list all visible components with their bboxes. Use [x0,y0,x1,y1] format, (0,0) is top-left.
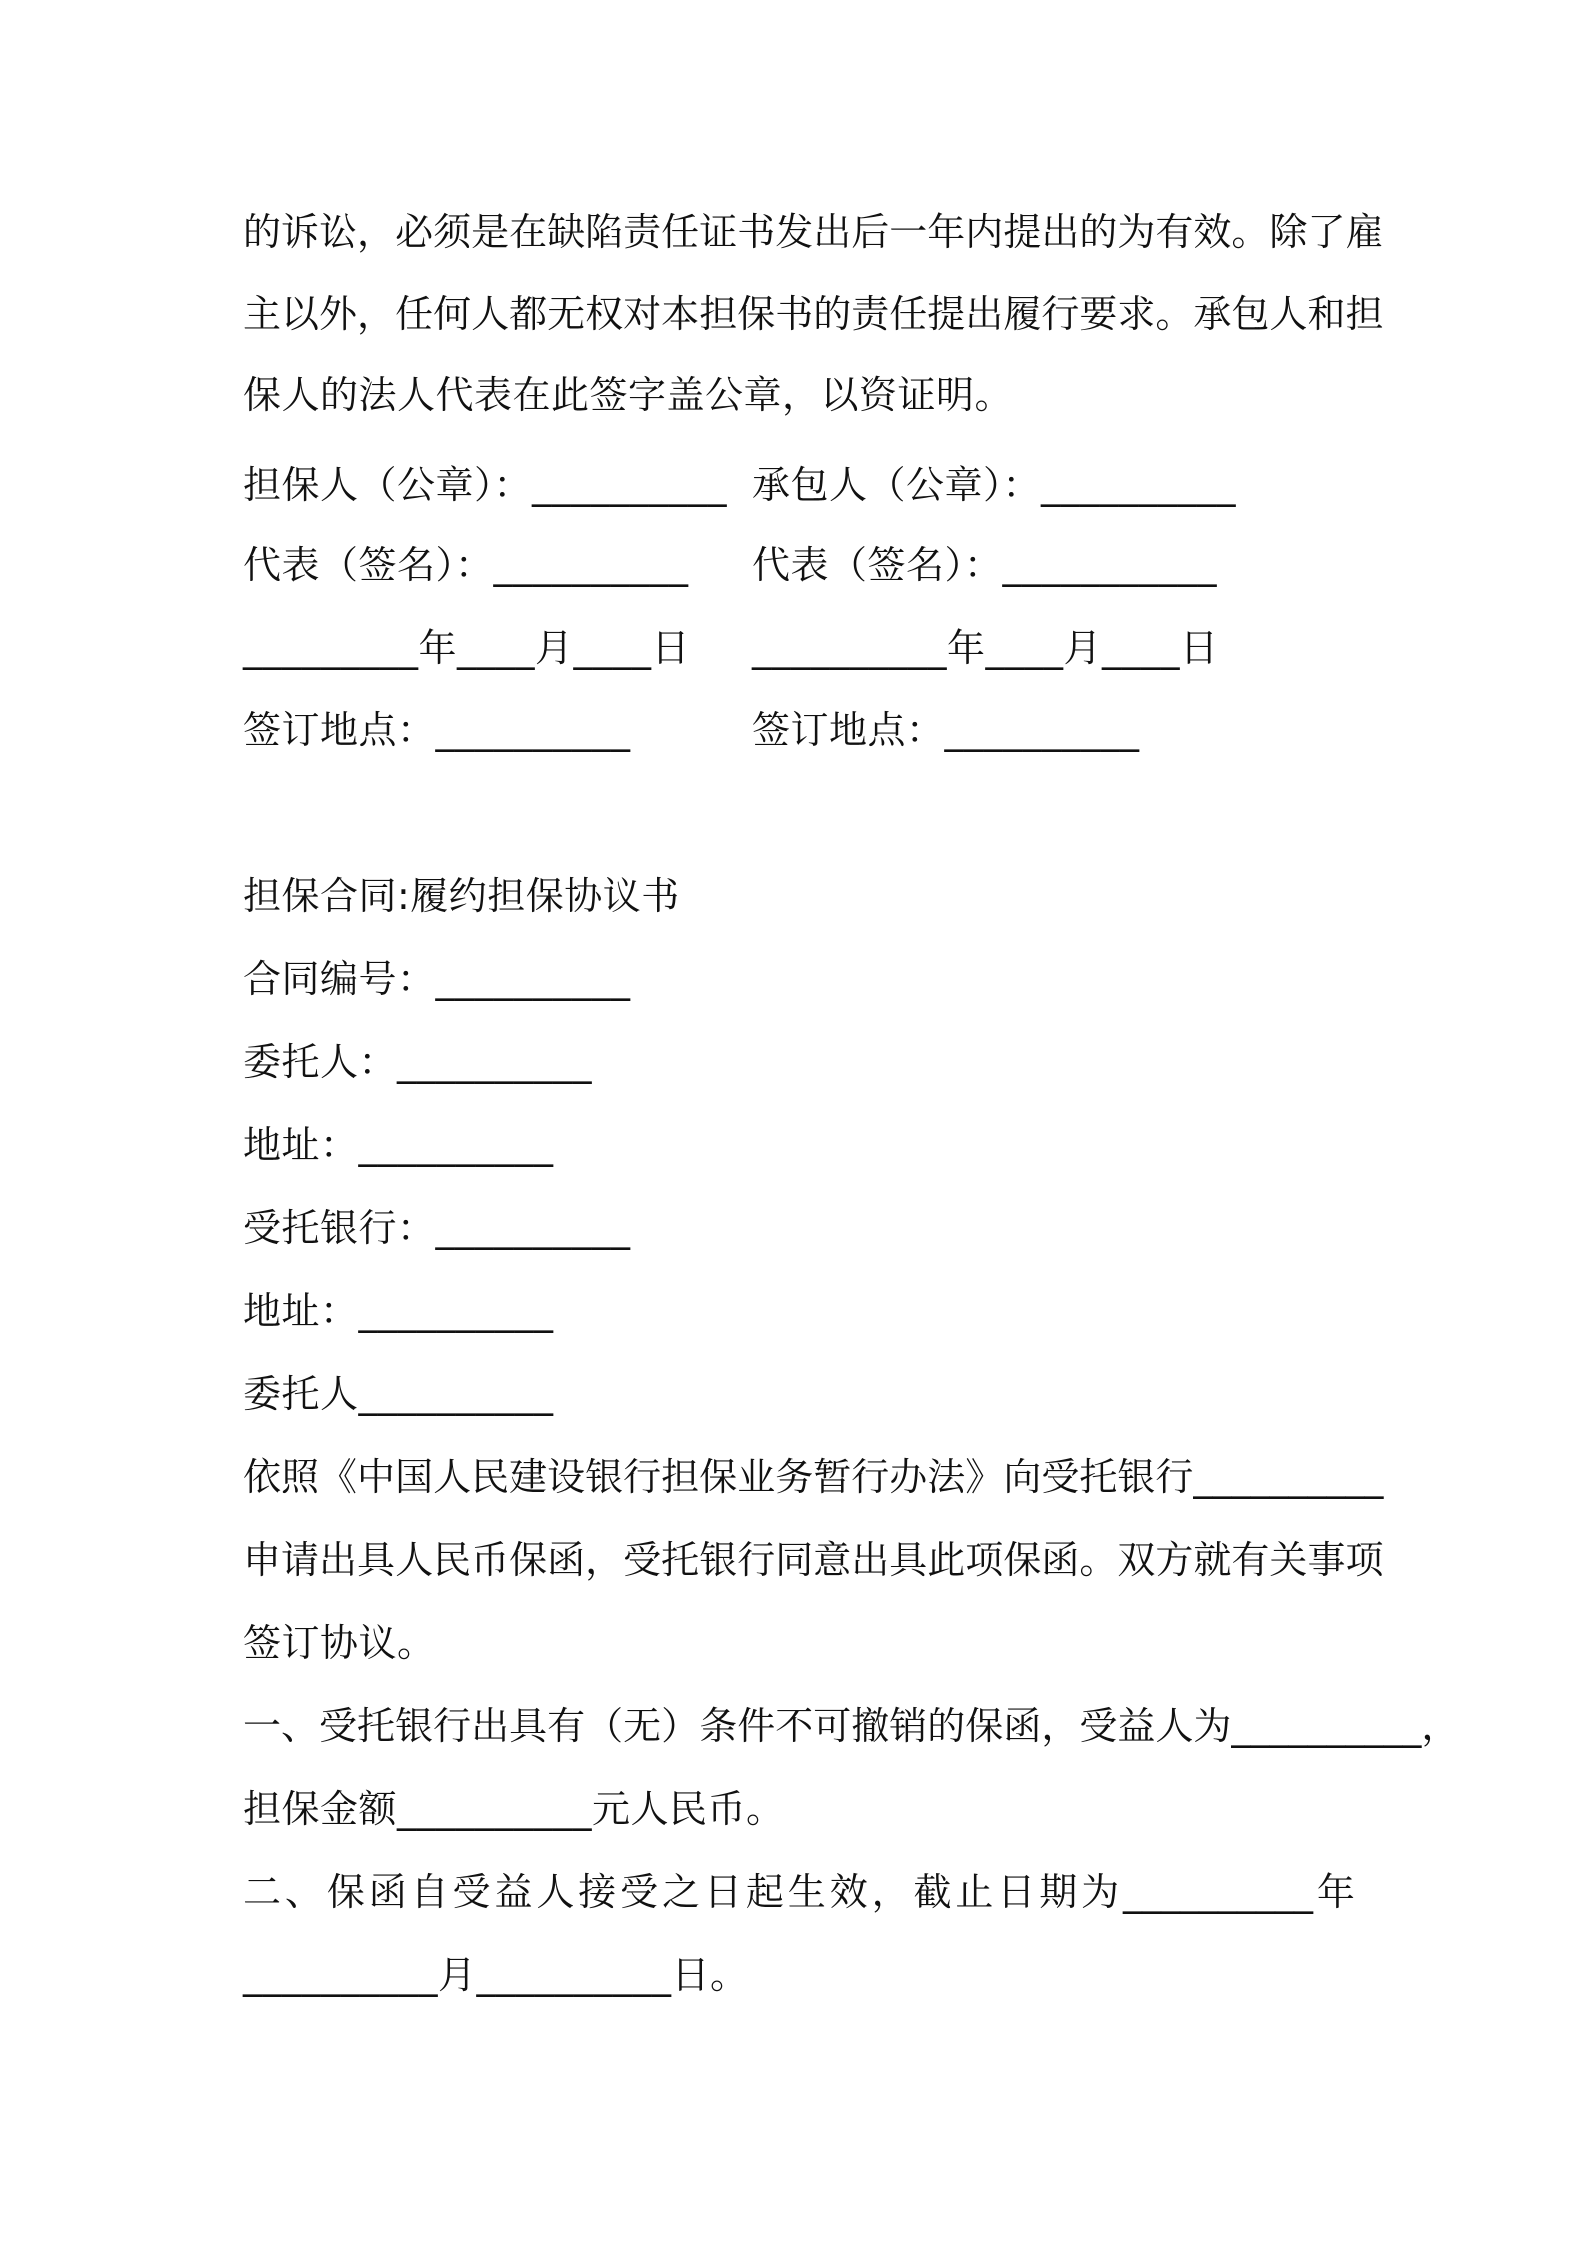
guarantor-sign-place-field: 签订地点：__________ [243,708,631,752]
clause-two-line-2: __________月__________日。 [243,1953,749,1997]
principal-field: 委托人：__________ [243,1040,593,1084]
clause-two-line-1: 二 、 保 函 自 受 益 人 接 受 之 日 起 生 效 ， 截 止 日 期 为 __________ 年 [243,1870,1355,1914]
guarantor-date-field: _________年____月____日 [243,626,691,670]
contractor-sign-place-field: 签订地点：__________ [752,708,1140,752]
agreement-title: 担保合同:履约担保协议书 [243,874,680,918]
contractor-seal-field: 承包人（公章）：__________ [752,463,1237,507]
intro-line-2: 申 请 出 具 人 民 币 保 函 ， 受 托 银 行 同 意 出 具 此 项 保 函 。 双 方 就 有 关 事 项 [243,1538,1384,1582]
paragraph-line-1: 的 诉 讼 ， 必 须 是 在 缺 陷 责 任 证 书 发 出 后 一 年 内 提 出 的 为 有 效 。 除 了 雇 [243,210,1384,254]
principal-address-field: 地址：__________ [243,1123,554,1167]
trustee-bank-field: 受托银行：__________ [243,1206,631,1250]
guarantor-representative-field: 代表（签名）：__________ [243,543,689,587]
clause-one-line-1: 一 、 受 托 银 行 出 具 有 （ 无 ） 条 件 不 可 撤 销 的 保 函 ， 受 益 人 为 __________ ， [243,1704,1460,1748]
contract-number-field: 合同编号：__________ [243,957,631,1001]
contractor-representative-field: 代表（签名）：___________ [752,543,1218,587]
contractor-date-field: __________年____月____日 [752,626,1219,670]
paragraph-line-3: 保人的法人代表在此签字盖公章，以资证明。 [243,373,1014,417]
paragraph-line-2: 主 以 外 ， 任 何 人 都 无 权 对 本 担 保 书 的 责 任 提 出 履 行 要 求 。 承 包 人 和 担 [243,292,1384,336]
bank-address-field: 地址：__________ [243,1289,554,1333]
clause-one-line-2: 担保金额__________元人民币。 [243,1787,785,1831]
guarantor-seal-field: 担保人（公章）：__________ [243,463,728,507]
intro-line-1: 依 照 《 中 国 人 民 建 设 银 行 担 保 业 务 暂 行 办 法 》 向 受 托 银 行 __________ [243,1455,1384,1499]
intro-line-3: 签订协议。 [243,1621,436,1665]
principal-field-2: 委托人__________ [243,1372,554,1416]
